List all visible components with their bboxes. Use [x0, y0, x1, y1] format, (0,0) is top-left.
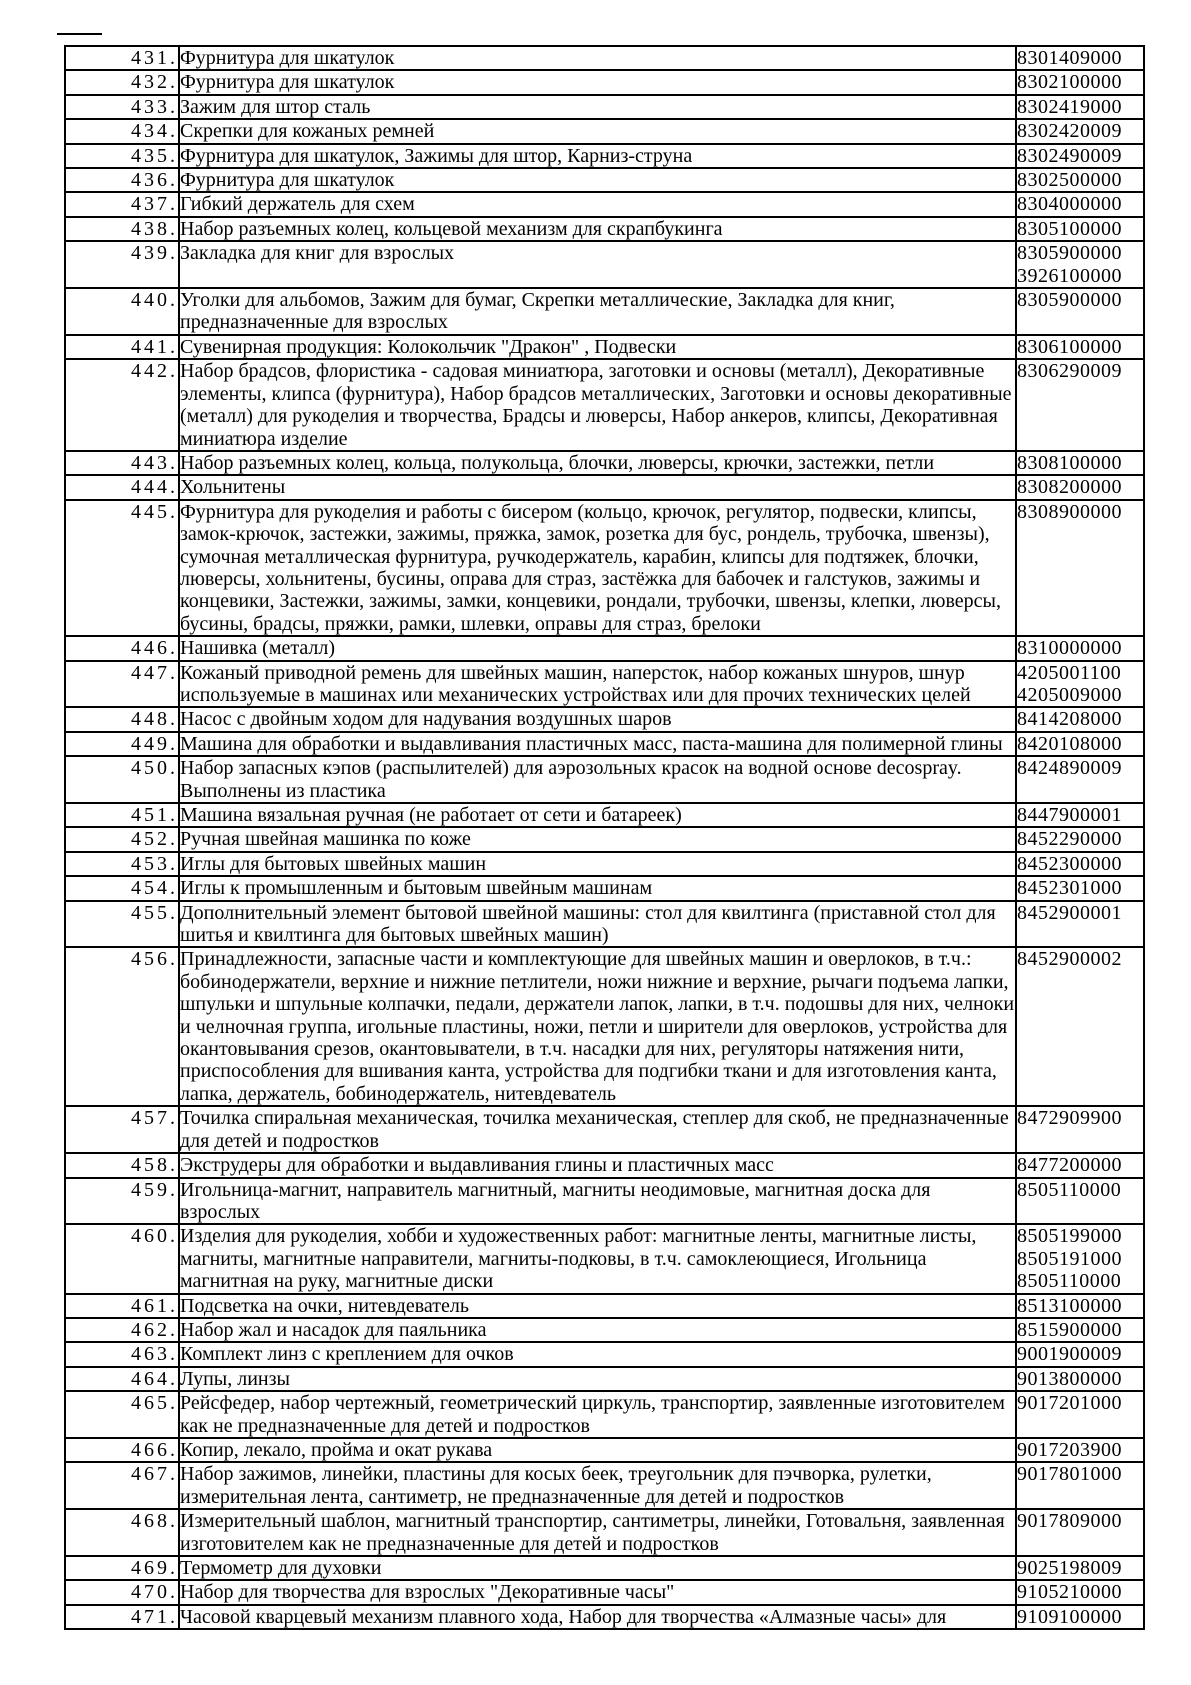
hs-code: 8447900001	[1017, 804, 1122, 826]
row-description: Уголки для альбомов, Зажим для бумаг, Скрепки металлические, Закладка для книг, предназначенные для взрослых	[179, 288, 1016, 335]
hs-code: 8420108000	[1017, 732, 1122, 755]
row-description: Сувенирная продукция: Колокольчик "Дракон" , Подвески	[179, 335, 1016, 359]
hs-code: 8513100000	[1017, 1294, 1122, 1317]
hs-code: 8302419000	[1017, 95, 1122, 118]
previous-row-border-fragment	[57, 33, 102, 35]
table-row	[65, 1106, 1144, 1153]
row-number: 462.	[65, 1318, 179, 1342]
row-code-cell	[1016, 241, 1144, 288]
table-row	[65, 1580, 1144, 1604]
hs-code: 8452301000	[1017, 877, 1122, 900]
row-description: Дополнительный элемент бытовой швейной машины: стол для квилтинга (приставной стол для шитья и квилтинга для бытовых швейных машин)	[179, 901, 1016, 948]
row-code-cell	[1016, 95, 1144, 119]
row-description: Экструдеры для обработки и выдавливания глины и пластичных масс	[179, 1153, 1016, 1177]
row-code-cell	[1016, 335, 1144, 359]
hs-code: 8452290000	[1017, 828, 1122, 851]
row-code-cell	[1016, 1391, 1144, 1438]
table-row	[65, 359, 1144, 451]
row-code-cell	[1016, 46, 1144, 70]
row-number: 434.	[65, 119, 179, 143]
row-number: 461.	[65, 1294, 179, 1318]
row-code-cell	[1016, 500, 1144, 636]
hs-code: 8452900002	[1017, 948, 1122, 971]
row-code-cell	[1016, 1509, 1144, 1556]
hs-code: 8515900000	[1017, 1318, 1122, 1341]
row-description: Точилка спиральная механическая, точилка механическая, степлер для скоб, не предназначенные для детей и подростков	[179, 1106, 1016, 1153]
row-code-cell	[1016, 1580, 1144, 1604]
row-code-cell	[1016, 217, 1144, 241]
row-number: 463.	[65, 1342, 179, 1366]
row-code-cell	[1016, 451, 1144, 475]
hs-code: 8306100000	[1017, 335, 1122, 358]
hs-code: 9105210000	[1017, 1581, 1122, 1604]
hs-code: 9017809000	[1017, 1510, 1122, 1533]
table-row	[65, 661, 1144, 708]
row-description: Набор для творчества для взрослых "Декоративные часы"	[179, 1580, 1016, 1604]
row-description: Комплект линз с креплением для очков	[179, 1342, 1016, 1366]
table-row	[65, 947, 1144, 1106]
row-code-cell	[1016, 756, 1144, 803]
row-description: Фурнитура для шкатулок, Зажимы для штор, Карниз-струна	[179, 144, 1016, 168]
row-number: 449.	[65, 732, 179, 756]
table-row	[65, 707, 1144, 731]
row-description: Принадлежности, запасные части и комплектующие для швейных машин и оверлоков, в т.ч.: бобинодержатели, верхние и нижние петлители, ножи нижние и верхние, рычаги подъема лапки, шпульки и шпульные колпачки, педали, держатели лапок, лапки, в т.ч. подошвы для них, челноки и челночная группа, игольные пластины, ножи, петли и ширители для оверлоков, устройства для окантовывания срезов, окантовыватели, в т.ч. насадки для них, регуляторы натяжения нити, приспособления для вшивания канта, устройства для подгибки ткани и для изготовления канта, лапка, держатель, бобинодержатель, нитевдеватель	[180, 948, 1015, 1105]
hs-code: 9025198009	[1017, 1557, 1122, 1579]
row-code-cell	[1016, 1294, 1144, 1318]
hs-code: 8301409000	[1017, 47, 1122, 69]
row-description: Нашивка (металл)	[179, 636, 1016, 660]
table-row	[65, 475, 1144, 499]
row-code-cell	[1016, 803, 1144, 827]
table-row	[65, 241, 1144, 288]
row-number: 442.	[65, 359, 179, 451]
row-code-cell	[1016, 852, 1144, 876]
hs-code: 3926100000	[1017, 264, 1122, 287]
row-description: Рейсфедер, набор чертежный, геометрический циркуль, транспортир, заявленные изготовителем как не предназначенные для детей и подростков	[179, 1391, 1016, 1438]
row-number: 469.	[65, 1556, 179, 1580]
row-code-cell	[1016, 827, 1144, 851]
table-row	[65, 192, 1144, 216]
row-code-cell	[1016, 144, 1144, 168]
row-description: Фурнитура для шкатулок	[179, 70, 1016, 94]
row-description: Набор запасных кэпов (распылителей) для аэрозольных красок на водной основе decospray. Выполнены из пластика	[179, 756, 1016, 803]
row-code-cell	[1016, 70, 1144, 94]
row-code-cell	[1016, 119, 1144, 143]
row-number: 431.	[65, 46, 179, 70]
hs-code: 8472909900	[1017, 1107, 1122, 1130]
hs-code: 8305900000	[1017, 242, 1122, 265]
row-number: 450.	[65, 756, 179, 803]
table-row	[65, 1224, 1144, 1293]
row-number: 443.	[65, 451, 179, 475]
hs-code: 8477200000	[1017, 1154, 1122, 1177]
row-description: Машина вязальная ручная (не работает от сети и батареек)	[179, 803, 1016, 827]
row-code-cell	[1016, 168, 1144, 192]
row-description: Фурнитура для рукоделия и работы с бисером (кольцо, крючок, регулятор, подвески, клипсы, замок-крючок, застежки, зажимы, пряжка, замок, розетка для бус, рондель, трубочка, швензы), сумочная металлическая фурнитура, ручкодержатель, карабин, клипсы для подтяжек, блочки, люверсы, хольнитены, бусины, оправа для страз, застёжка для бабочек и галстуков, зажимы и концевики, Застежки, зажимы, замки, концевики, рондали, трубочки, швензы, клепки, люверсы, бусины, брадсы, пряжки, рамки, шлевки, оправы для страз, брелоки	[179, 500, 1016, 636]
row-code-cell	[1016, 288, 1144, 335]
hs-code: 8310000000	[1017, 637, 1122, 660]
row-description: Набор брадсов, флористика - садовая миниатюра, заготовки и основы (металл), Декоративные элементы, клипса (фурнитура), Набор брадсов металлических, Заготовки и основы декоративные (металл) для рукоделия и творчества, Брадсы и люверсы, Набор анкеров, клипсы, Декоративная миниатюра изделие	[179, 359, 1016, 451]
table-row	[65, 1438, 1144, 1462]
table-row	[65, 70, 1144, 94]
row-number: 435.	[65, 144, 179, 168]
row-code-cell	[1016, 192, 1144, 216]
row-code-cell	[1016, 1342, 1144, 1366]
row-description: Набор разъемных колец, кольцевой механизм для скрапбукинга	[179, 217, 1016, 241]
table-row	[65, 1153, 1144, 1177]
row-number: 452.	[65, 827, 179, 851]
row-number: 457.	[65, 1106, 179, 1153]
hs-code: 8505191000	[1017, 1247, 1122, 1270]
row-number: 432.	[65, 70, 179, 94]
table-row	[65, 1391, 1144, 1438]
row-number: 456.	[65, 947, 179, 1106]
row-code-cell	[1016, 359, 1144, 451]
row-number: 444.	[65, 475, 179, 499]
table-row	[65, 756, 1144, 803]
row-number: 438.	[65, 217, 179, 241]
table-row	[65, 144, 1144, 168]
row-description: Кожаный приводной ремень для швейных машин, наперсток, набор кожаных шнуров, шнур используемые в машинах или механических устройствах или для прочих технических целей	[179, 661, 1016, 708]
table-row	[65, 1367, 1144, 1391]
table-row	[65, 852, 1144, 876]
hs-code: 8306290009	[1017, 360, 1122, 383]
row-description: Изделия для рукоделия, хобби и художественных работ: магнитные ленты, магнитные листы, магниты, магнитные направители, магниты-подковы, в т.ч. самоклеющиеся, Игольница магнитная на руку, магнитные диски	[179, 1224, 1016, 1293]
row-description: Набор жал и насадок для паяльника	[179, 1318, 1016, 1342]
table-row	[65, 168, 1144, 192]
hs-code: 9017201000	[1017, 1392, 1122, 1415]
row-code-cell	[1016, 1224, 1144, 1293]
hs-code: 4205001100	[1017, 661, 1122, 684]
row-number: 455.	[65, 901, 179, 948]
hs-code: 9013800000	[1017, 1367, 1122, 1390]
row-description: Закладка для книг для взрослых	[179, 241, 1016, 288]
row-number: 453.	[65, 852, 179, 876]
row-number: 437.	[65, 192, 179, 216]
row-code-cell	[1016, 1367, 1144, 1391]
row-description: Лупы, линзы	[179, 1367, 1016, 1391]
table-row	[65, 451, 1144, 475]
row-number: 465.	[65, 1391, 179, 1438]
row-number: 439.	[65, 241, 179, 288]
row-description: Копир, лекало, пройма и окат рукава	[179, 1438, 1016, 1462]
row-description: Ручная швейная машинка по коже	[179, 827, 1016, 851]
table-row	[65, 119, 1144, 143]
row-code-cell	[1016, 732, 1144, 756]
row-number: 451.	[65, 803, 179, 827]
table-row	[65, 288, 1144, 335]
row-number: 448.	[65, 707, 179, 731]
row-description: Набор зажимов, линейки, пластины для косых беек, треугольник для пэчворка, рулетки, измерительная лента, сантиметр, не предназначенные для детей и подростков	[179, 1462, 1016, 1509]
row-code-cell	[1016, 1438, 1144, 1462]
goods-table-body	[65, 46, 1144, 1629]
row-number: 436.	[65, 168, 179, 192]
table-row	[65, 732, 1144, 756]
hs-code: 8305900000	[1017, 289, 1122, 312]
row-code-cell	[1016, 947, 1144, 1106]
table-row	[65, 46, 1144, 70]
hs-code: 9017203900	[1017, 1438, 1122, 1461]
row-number: 464.	[65, 1367, 179, 1391]
hs-code: 4205009000	[1017, 683, 1122, 706]
hs-code: 8505110000	[1017, 1178, 1122, 1201]
row-number: 447.	[65, 661, 179, 708]
table-row	[65, 1294, 1144, 1318]
row-description: Иглы к промышленным и бытовым швейным машинам	[179, 876, 1016, 900]
table-row	[65, 335, 1144, 359]
row-number: 471.	[65, 1605, 179, 1629]
row-description: Измерительный шаблон, магнитный транспортир, сантиметры, линейки, Готовальня, заявленная изготовителем как не предназначенные для детей и подростков	[179, 1509, 1016, 1556]
hs-code: 8305100000	[1017, 217, 1122, 240]
hs-code: 9017801000	[1017, 1463, 1122, 1486]
table-row	[65, 1342, 1144, 1366]
goods-codes-table	[64, 45, 1145, 1630]
row-description: Часовой кварцевый механизм плавного хода, Набор для творчества «Алмазные часы» для	[179, 1605, 1016, 1629]
row-number: 440.	[65, 288, 179, 335]
hs-code: 8302100000	[1017, 71, 1122, 94]
row-description: Насос с двойным ходом для надувания воздушных шаров	[179, 707, 1016, 731]
table-row	[65, 217, 1144, 241]
hs-code: 8505199000	[1017, 1225, 1122, 1248]
table-row	[65, 1556, 1144, 1580]
row-number: 458.	[65, 1153, 179, 1177]
table-row	[65, 901, 1144, 948]
row-description: Хольнитены	[179, 475, 1016, 499]
hs-code: 9109100000	[1017, 1605, 1122, 1628]
row-description: Фурнитура для шкатулок	[179, 168, 1016, 192]
row-number: 446.	[65, 636, 179, 660]
table-row	[65, 636, 1144, 660]
row-number: 466.	[65, 1438, 179, 1462]
hs-code: 8414208000	[1017, 708, 1122, 731]
row-code-cell	[1016, 636, 1144, 660]
row-code-cell	[1016, 707, 1144, 731]
table-row	[65, 1509, 1144, 1556]
row-number: 433.	[65, 95, 179, 119]
row-code-cell	[1016, 1153, 1144, 1177]
table-row	[65, 876, 1144, 900]
hs-code: 8308900000	[1017, 500, 1122, 523]
row-number: 445.	[65, 500, 179, 636]
table-row	[65, 1178, 1144, 1225]
row-description: Машина для обработки и выдавливания пластичных масс, паста-машина для полимерной глины	[179, 732, 1016, 756]
row-code-cell	[1016, 1106, 1144, 1153]
hs-code: 8302500000	[1017, 169, 1122, 192]
row-code-cell	[1016, 1556, 1144, 1580]
row-code-cell	[1016, 876, 1144, 900]
hs-code: 8302490009	[1017, 144, 1122, 167]
row-code-cell	[1016, 661, 1144, 708]
row-code-cell	[1016, 1318, 1144, 1342]
hs-code: 8452300000	[1017, 852, 1122, 875]
hs-code: 8424890009	[1017, 757, 1122, 780]
hs-code: 9001900009	[1017, 1343, 1122, 1366]
hs-code: 8308100000	[1017, 451, 1122, 474]
hs-code: 8304000000	[1017, 193, 1122, 216]
table-row	[65, 827, 1144, 851]
row-description: Зажим для штор сталь	[179, 95, 1016, 119]
row-code-cell	[1016, 1462, 1144, 1509]
row-code-cell	[1016, 901, 1144, 948]
table-row	[65, 1318, 1144, 1342]
hs-code: 8308200000	[1017, 476, 1122, 499]
row-number: 460.	[65, 1224, 179, 1293]
hs-code: 8505110000	[1017, 1270, 1122, 1293]
table-row	[65, 1462, 1144, 1509]
row-number: 454.	[65, 876, 179, 900]
row-description: Иглы для бытовых швейных машин	[179, 852, 1016, 876]
row-code-cell	[1016, 1178, 1144, 1225]
row-code-cell	[1016, 1605, 1144, 1629]
row-description: Набор разъемных колец, кольца, полукольца, блочки, люверсы, крючки, застежки, петли	[179, 451, 1016, 475]
row-description: Гибкий держатель для схем	[179, 192, 1016, 216]
row-description: Скрепки для кожаных ремней	[179, 119, 1016, 143]
row-code-cell	[1016, 475, 1144, 499]
row-number: 459.	[65, 1178, 179, 1225]
row-description: Игольница-магнит, направитель магнитный, магниты неодимовые, магнитная доска для взрослых	[179, 1178, 1016, 1225]
row-description: Фурнитура для шкатулок	[179, 46, 1016, 70]
row-description: Термометр для духовки	[179, 1556, 1016, 1580]
table-row	[65, 1605, 1144, 1629]
row-number: 467.	[65, 1462, 179, 1509]
row-number: 441.	[65, 335, 179, 359]
row-number: 470.	[65, 1580, 179, 1604]
table-row	[65, 95, 1144, 119]
hs-code: 8302420009	[1017, 120, 1122, 143]
row-description: Подсветка на очки, нитевдеватель	[179, 1294, 1016, 1318]
hs-code: 8452900001	[1017, 901, 1122, 924]
table-row	[65, 500, 1144, 636]
row-number: 468.	[65, 1509, 179, 1556]
table-row	[65, 803, 1144, 827]
